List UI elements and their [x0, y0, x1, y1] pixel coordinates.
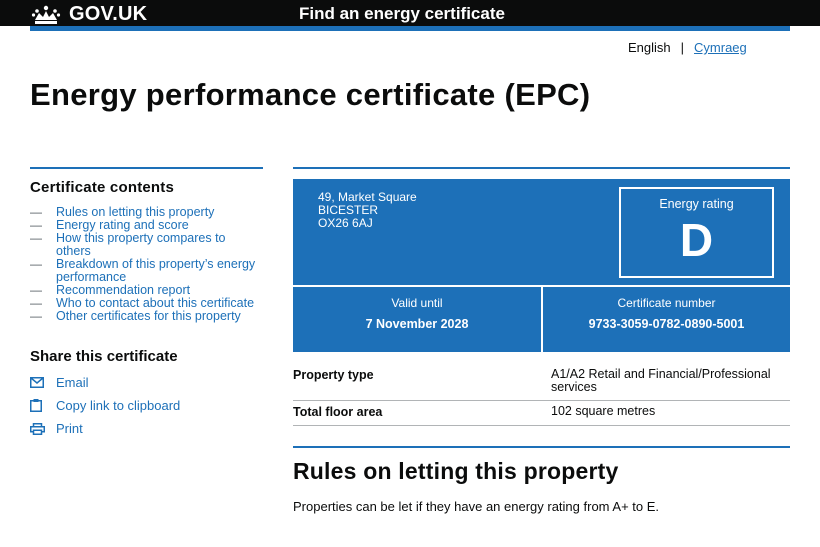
main-top-rule: [293, 167, 790, 169]
service-name-link[interactable]: Find an energy certificate: [299, 4, 505, 23]
language-separator: |: [680, 40, 685, 55]
site-header: [0, 0, 820, 26]
govuk-logo-link[interactable]: [31, 3, 147, 26]
share-item: [30, 421, 263, 436]
valid-until-value: 7 November 2028: [365, 317, 469, 331]
share-copy-link[interactable]: Copy link to clipboard: [56, 398, 181, 413]
address-line-1: 49, Market Square: [318, 190, 417, 204]
contents-link-breakdown[interactable]: Breakdown of this property’s energy performance: [56, 257, 256, 284]
contents-list: [30, 206, 263, 323]
summary-key-floor-area: Total floor area: [293, 405, 383, 419]
valid-until-cell: [293, 287, 541, 352]
main-content: [293, 167, 790, 514]
address-line-2: BICESTER: [318, 203, 379, 217]
crown-icon: [31, 5, 61, 25]
printer-icon: [30, 422, 46, 435]
section-text-rules: Properties can be let if they have an energy rating from A+ to E.: [293, 499, 660, 514]
valid-until-label: Valid until: [391, 296, 443, 310]
share-print-link[interactable]: Print: [56, 421, 83, 436]
section-title-rules: Rules on letting this property: [293, 458, 619, 484]
address-line-3: OX26 6AJ: [318, 216, 373, 230]
summary-key-property-type: Property type: [293, 368, 374, 382]
certificate-number-label: Certificate number: [617, 296, 716, 310]
summary-row: [293, 401, 790, 426]
contents-link-rating[interactable]: Energy rating and score: [56, 218, 189, 232]
epc-details-row: [293, 287, 790, 352]
clipboard-icon: [30, 399, 46, 412]
share-email-link[interactable]: Email: [56, 375, 89, 390]
epc-summary-box: [293, 179, 790, 285]
contents-link-contact[interactable]: Who to contact about this certificate: [56, 296, 255, 310]
envelope-icon: [30, 376, 46, 389]
contents-item: [30, 232, 263, 258]
energy-rating-box: [619, 187, 774, 278]
share-item: [30, 375, 263, 390]
language-switcher: [628, 40, 747, 55]
share-list: [30, 375, 263, 436]
logo-text: GOV.UK: [69, 3, 148, 25]
language-current: English: [628, 40, 671, 55]
contents-link-compare[interactable]: How this property compares to others: [56, 231, 226, 258]
summary-row: [293, 364, 790, 401]
page-title: Energy performance certificate (EPC): [30, 77, 591, 112]
summary-value-property-type: A1/A2 Retail and Financial/Professional services: [551, 367, 771, 394]
contents-item: [30, 258, 263, 284]
sidebar: [30, 167, 263, 444]
share-heading: Share this certificate: [30, 348, 178, 365]
property-summary-list: [293, 364, 790, 426]
contents-heading: Certificate contents: [30, 179, 175, 196]
property-address: [318, 191, 417, 230]
language-cymraeg-link[interactable]: Cymraeg: [694, 40, 747, 55]
contents-link-recommendation[interactable]: Recommendation report: [56, 283, 191, 297]
energy-rating-label: Energy rating: [659, 197, 734, 211]
contents-link-rules[interactable]: Rules on letting this property: [56, 205, 215, 219]
contents-item: [30, 310, 263, 323]
contents-link-other-certificates[interactable]: Other certificates for this property: [56, 309, 241, 323]
energy-rating-letter: D: [679, 214, 714, 266]
header-blue-bar: [30, 26, 790, 31]
section-rule: [293, 446, 790, 448]
certificate-number-cell: [543, 287, 790, 352]
certificate-number-value: 9733-3059-0782-0890-5001: [588, 317, 745, 331]
share-item: [30, 398, 263, 413]
summary-value-floor-area: 102 square metres: [551, 404, 656, 418]
